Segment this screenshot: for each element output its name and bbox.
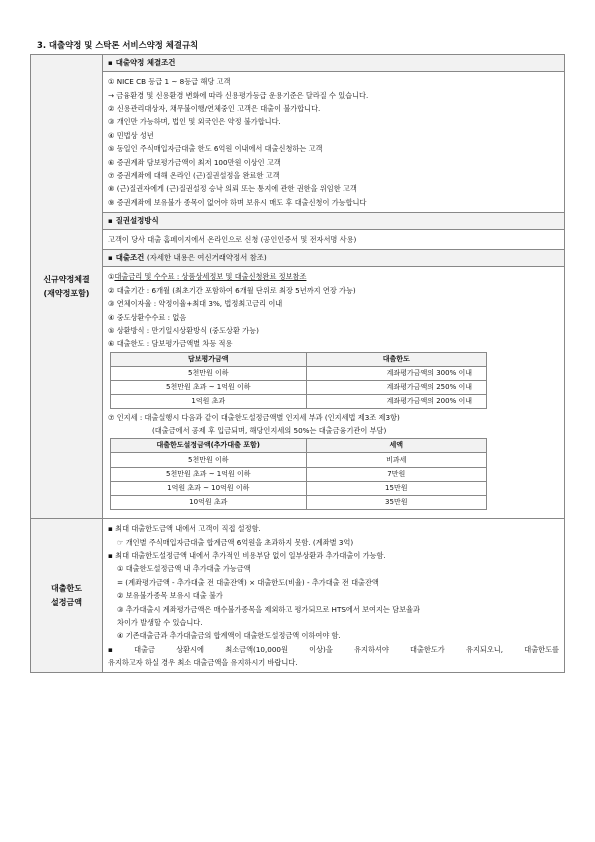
table-cell: 10억원 초과: [111, 495, 307, 509]
table-cell: 계좌평가금액의 200% 이내: [306, 395, 486, 409]
stamp-tax-table: [110, 438, 487, 510]
table-header: 세액: [306, 439, 486, 453]
limit-item-justified: ▪ 대출금 상환시에 최소금액(10,000원 이상)을 유지하셔야 대출한도가 유지되오니, 대출한도를: [108, 644, 559, 654]
page-title: 3. 대출약정 및 스탁론 서비스약정 체결규칙: [37, 40, 199, 50]
condition-item: ④ 민법상 성년: [108, 130, 154, 140]
condition-item: ⑨ 증권계좌에 보유불가 종목이 없어야 하며 보유시 매도 후 대출신청이 가능합니다: [108, 197, 367, 207]
table-cell: 5천만원 초과 ~ 1억원 이하: [111, 467, 307, 481]
table-cell: 1억원 초과 ~ 10억원 이하: [111, 481, 307, 495]
table-row: [111, 395, 487, 409]
row-label-new-contract: [31, 55, 103, 519]
limit-sub-item: ① 대출한도설정금액 내 추가대출 가능금액: [117, 564, 251, 574]
condition-item: ⑧ (근)질권자에게 (근)질권설정 승낙 의뢰 또는 통지에 관한 권한을 위임한 고객: [108, 184, 357, 194]
limit-amount-body: [103, 519, 565, 673]
table-cell: 5천만원 이하: [111, 366, 307, 380]
bullet-square-icon: ▪: [108, 551, 113, 561]
row-label-limit-amount: [31, 519, 103, 673]
rate-and-fee-link[interactable]: 대출금리 및 수수료 : 상품상세정보 및 대출신청완료 정보참조: [114, 272, 307, 282]
table-cell: 비과세: [306, 453, 486, 467]
limit-item: ▪ 최대 대출한도설정금액 내에서 추가적인 비용부담 없이 일부상환과 추가대출이 가능함.: [108, 551, 386, 561]
section-header-loan-terms: ▪ 대출조건 (자세한 내용은 여신거래약정서 참조): [103, 250, 565, 267]
loan-term-item: ⑤ 상환방식 : 만기일시상환방식 (중도상환 가능): [108, 326, 259, 336]
table-header: 담보평가금액: [111, 352, 307, 366]
row-label-line2: (재약정포함): [43, 288, 90, 298]
condition-item: ⑥ 증권계좌 담보평가금액이 최저 100만원 이상인 고객: [108, 157, 281, 167]
table-row: [111, 495, 487, 509]
bullet-square-icon: ▪: [108, 524, 113, 534]
condition-item: ⑦ 증권계좌에 대해 온라인 (근)질권설정을 완료한 고객: [108, 170, 280, 180]
table-cell: 5천만원 이하: [111, 453, 307, 467]
table-header: 대출한도: [306, 352, 486, 366]
stamp-tax-note: (대출금에서 공제 후 입금되며, 해당인지세의 50%는 대출금융기관이 부담): [152, 425, 387, 435]
pledge-method-text: 고객이 당사 대출 홈페이지에서 온라인으로 신청 (공인인증서 및 전자서명 사용): [108, 235, 357, 245]
limit-formula: = (계좌평가금액 - 추가대출 전 대출잔액) × 대출한도(비율) - 추가대출 전 대출잔액: [117, 577, 379, 587]
section-header-pledge-method: ▪ 질권설정방식: [103, 212, 565, 229]
table-row: [111, 453, 487, 467]
pledge-method-body: [103, 229, 565, 249]
loan-limit-table: [110, 352, 487, 410]
limit-item: ▪ 최대 대출한도금액 내에서 고객이 직접 설정함.: [108, 524, 261, 534]
limit-item-cont: 유지하고자 하실 경우 최소 대출금액을 유지하시기 바랍니다.: [108, 658, 298, 668]
table-cell: 35만원: [306, 495, 486, 509]
bullet-square-icon: ▪: [108, 644, 113, 654]
loan-term-item: ④ 중도상환수수료 : 없음: [108, 312, 187, 322]
limit-sub-item: ③ 추가대출시 계좌평가금액은 매수불가종목을 제외하고 평가되므로 HTS에서 보여지는 담보율과: [117, 604, 420, 614]
loan-term-item: ① 대출금리 및 수수료 : 상품상세정보 및 대출신청완료 정보참조: [108, 272, 307, 282]
contract-conditions-body: [103, 72, 565, 213]
loan-term-item: ⑥ 대출한도 : 담보평가금액별 차등 적용: [108, 339, 233, 349]
limit-sub-item: ② 보유불가종목 보유시 대출 불가: [117, 591, 223, 601]
bullet-square-icon: ▪: [108, 59, 113, 68]
loan-terms-note: (자세한 내용은 여신거래약정서 참조): [146, 253, 267, 263]
row-label-line1: 대출한도: [51, 584, 82, 594]
stamp-tax-item: ⑦ 인지세 : 대출실행시 다음과 같이 대출한도설정금액별 인지세 부과 (인지세법 제3조 제3항): [108, 412, 400, 422]
table-row: [111, 366, 487, 380]
table-cell: 계좌평가금액의 250% 이내: [306, 381, 486, 395]
row-label-line1: 신규약정체결: [43, 274, 90, 284]
table-row: [111, 467, 487, 481]
table-row: [111, 381, 487, 395]
loan-term-item: ② 대출기간 : 6개월 (최초기간 포함하여 6개월 단위로 최장 5년까지 연장 가능): [108, 285, 356, 295]
table-cell: 계좌평가금액의 300% 이내: [306, 366, 486, 380]
condition-item: ⑤ 동일인 주식매입자금대출 한도 6억원 이내에서 대출신청하는 고객: [108, 144, 323, 154]
table-cell: 5천만원 초과 ~ 1억원 이하: [111, 381, 307, 395]
table-cell: 7만원: [306, 467, 486, 481]
condition-item: → 금융환경 및 신용환경 변화에 따라 신용평가등급 운용기준은 달라질 수 있습니다.: [108, 90, 369, 100]
table-cell: 15만원: [306, 481, 486, 495]
limit-item-note: ☞ 개인별 주식매입자금대출 합계금액 6억원을 초과하지 못함. (계좌별 3억): [117, 537, 354, 547]
section-header-contract-conditions: ▪ 대출약정 체결조건: [103, 55, 565, 72]
bullet-square-icon: ▪: [108, 217, 113, 226]
condition-item: ② 신용관리대상자, 채무불이행/연체중인 고객은 대출이 불가합니다.: [108, 103, 321, 113]
rules-table: [30, 54, 565, 673]
bullet-square-icon: ▪: [108, 254, 113, 263]
loan-terms-body: [103, 267, 565, 519]
table-cell: 1억원 초과: [111, 395, 307, 409]
condition-item: ① NICE CB 등급 1 ~ 8등급 해당 고객: [108, 77, 231, 87]
row-label-line2: 설정금액: [51, 597, 82, 607]
condition-item: ③ 개인만 가능하며, 법인 및 외국인은 약정 불가합니다.: [108, 117, 281, 127]
table-header: 대출한도설정금액(추가대출 포함): [111, 439, 307, 453]
limit-sub-item-cont: 차이가 발생할 수 있습니다.: [117, 618, 203, 628]
limit-sub-item: ④ 기존대출금과 추가대출금의 합계액이 대출한도설정금액 이하여야 함.: [117, 631, 341, 641]
loan-term-item: ③ 연체이자율 : 약정이율+최대 3%, 법정최고금리 이내: [108, 299, 283, 309]
table-row: [111, 481, 487, 495]
